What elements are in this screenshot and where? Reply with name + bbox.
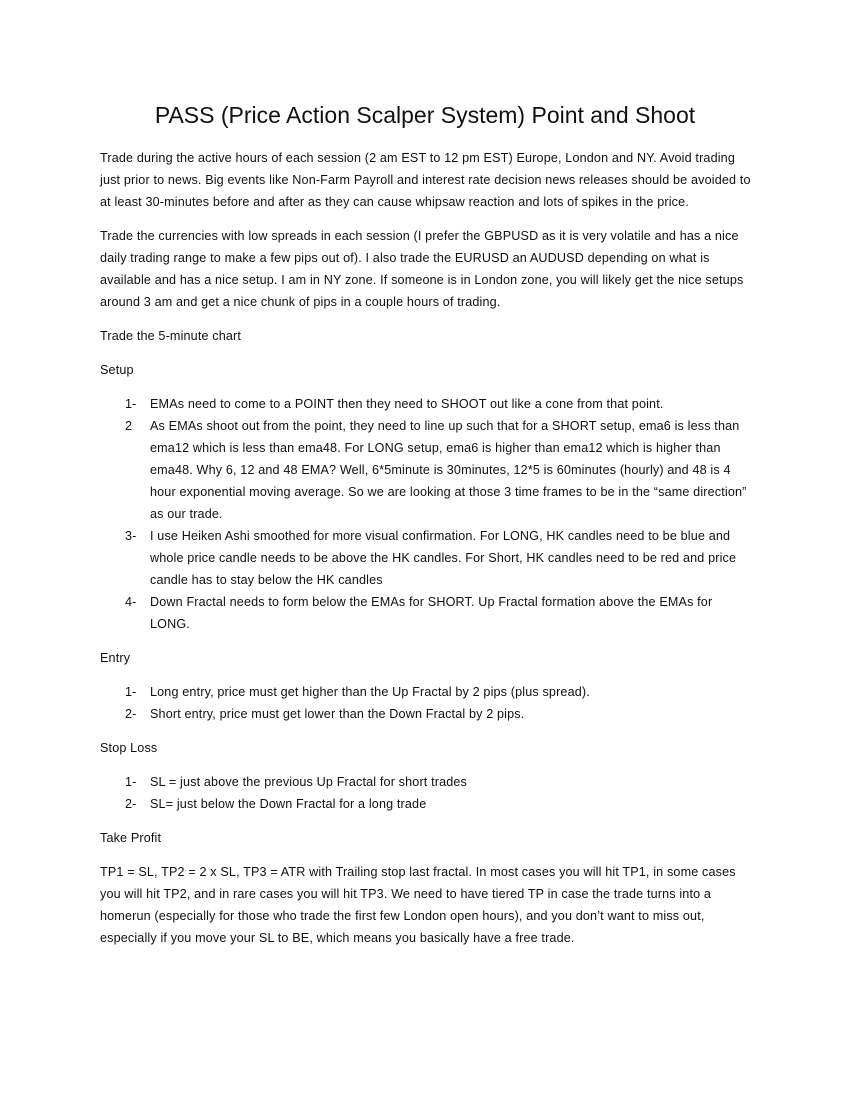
list-number: 2-: [125, 797, 137, 811]
document-title: PASS (Price Action Scalper System) Point and Shoot: [154, 102, 696, 128]
list-number: 2-: [125, 707, 137, 721]
list-item-text: Long entry, price must get higher than the Up Fractal by 2 pips (plus spread).: [150, 685, 590, 699]
list-number: 4-: [125, 595, 137, 609]
list-item: [100, 525, 752, 591]
list-item-text: I use Heiken Ashi smoothed for more visual confirmation. For LONG, HK candles need to be blue and whole price candle needs to be above the HK candles. For Short, HK candles need to be red and price candle has to stay below the HK candles: [150, 529, 737, 587]
take-profit-paragraph: TP1 = SL, TP2 = 2 x SL, TP3 = ATR with Trailing stop last fractal. In most cases you will hit TP1, in some cases you will hit TP2, and in rare cases you will hit TP3. We need to have tiered TP in case the trade turns into a homerun (especially for those who trade the first few London open hours), and you don’t want to miss out, especially if you move your SL to BE, which means you basically have a free trade.: [100, 865, 736, 945]
list-item-text: Down Fractal needs to form below the EMAs for SHORT. Up Fractal formation above the EMAs for LONG.: [150, 595, 713, 631]
stop-loss-list: [100, 771, 752, 815]
list-item: [100, 771, 752, 793]
list-number: 2: [125, 419, 133, 433]
document-body: [100, 147, 752, 961]
list-item-text: SL = just above the previous Up Fractal for short trades: [150, 775, 467, 789]
intro-paragraph-currencies: Trade the currencies with low spreads in each session (I prefer the GBPUSD as it is very volatile and has a nice daily trading range to make a few pips out of). I also trade the EURUSD an AUDUSD depending on what is available and has a nice setup. I am in NY zone. If someone is in London zone, you will likely get the nice setups around 3 am and get a nice chunk of pips in a couple hours of trading.: [100, 229, 744, 309]
entry-list: [100, 681, 752, 725]
list-item: [100, 681, 752, 703]
list-item: [100, 393, 752, 415]
list-item-text: As EMAs shoot out from the point, they need to line up such that for a SHORT setup, ema6 is less than ema12 which is less than ema48. For LONG setup, ema6 is higher than ema12 which is higher than ema48. Why 6, 12 and 48 EMA? Well, 6*5minute is 30minutes, 12*5 is 60minutes (hourly) and 48 is 4 hour exponential moving average. So we are looking at those 3 time frames to be in the “same direction” as our trade.: [150, 419, 747, 521]
list-item: [100, 591, 752, 635]
list-item-text: Short entry, price must get lower than the Down Fractal by 2 pips.: [150, 707, 525, 721]
list-number: 1-: [125, 685, 137, 699]
setup-list: [100, 393, 752, 635]
section-heading-entry: Entry: [100, 651, 131, 665]
intro-paragraph-chart: Trade the 5-minute chart: [100, 329, 242, 343]
intro-paragraph-sessions: Trade during the active hours of each session (2 am EST to 12 pm EST) Europe, London and NY. Avoid trading just prior to news. Big events like Non-Farm Payroll and interest rate decision news releases should be avoided to at least 30-minutes before and after as they can cause whipsaw reaction and lots of spikes in the price.: [100, 151, 751, 209]
list-item: [100, 703, 752, 725]
section-heading-stop-loss: Stop Loss: [100, 741, 158, 755]
list-item: [100, 793, 752, 815]
list-number: 1-: [125, 775, 137, 789]
section-heading-setup: Setup: [100, 363, 134, 377]
list-number: 1-: [125, 397, 137, 411]
list-number: 3-: [125, 529, 137, 543]
list-item-text: EMAs need to come to a POINT then they need to SHOOT out like a cone from that point.: [150, 397, 664, 411]
list-item-text: SL= just below the Down Fractal for a long trade: [150, 797, 427, 811]
section-heading-take-profit: Take Profit: [100, 831, 162, 845]
list-item: [100, 415, 752, 525]
